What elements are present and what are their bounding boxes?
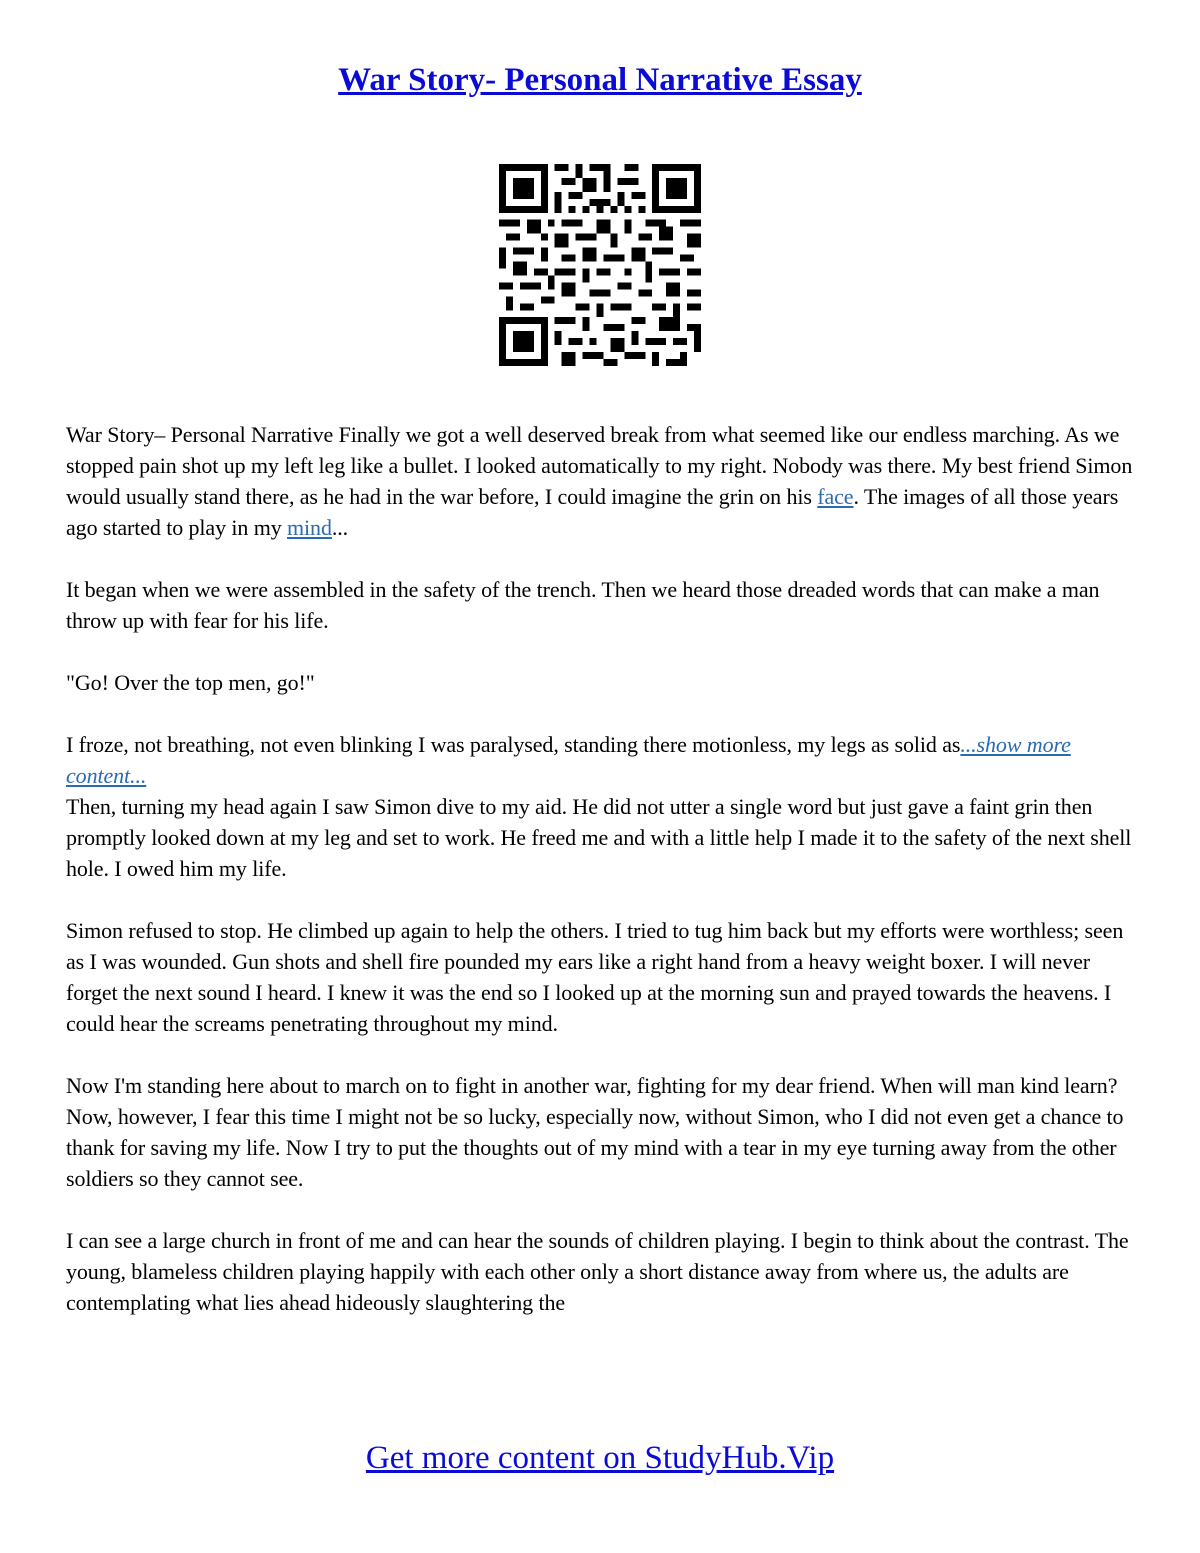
studyhub-link[interactable]: Get more content on StudyHub.Vip [365, 1440, 835, 1476]
paragraph-1-ellipsis: ... [331, 515, 349, 540]
paragraph-6: Simon refused to stop. He climbed up again to help the others. I tried to tug him back but my efforts were worthless; seen as I was wounded. Gun shots and shell fire pounded my ears like a right hand from a heavy weight boxer. I will never forget the next sound I heard. I knew it was the end so I looked up at the morning sun and prayed towards the heavens. I could hear the screams penetrating throughout my mind. [66, 918, 1124, 1036]
paragraph-1 [66, 419, 1146, 543]
essay-body [66, 419, 1146, 1349]
paragraph-4-text: I froze, not breathing, not even blinking I was paralysed, standing there motionless, my legs as solid as [66, 732, 961, 757]
keyword-link-mind[interactable]: mind [287, 515, 332, 540]
footer [0, 1440, 1200, 1477]
paragraph-2: It began when we were assembled in the safety of the trench. Then we heard those dreaded words that can make a man throw up with fear for his life. [66, 577, 1100, 633]
paragraph-5: Then, turning my head again I saw Simon dive to my aid. He did not utter a single word but just gave a faint grin then promptly looked down at my leg and set to work. He freed me and with a little help I made it to the safety of the next shell hole. I owed him my life. [66, 794, 1132, 881]
keyword-link-face[interactable]: face [817, 484, 854, 509]
paragraph-7: Now I'm standing here about to march on to fight in another war, fighting for my dear friend. When will man kind learn? Now, however, I fear this time I might not be so lucky, especially now, without Simon, who I did not even get a chance to thank for saving my life. Now I try to put the thoughts out of my mind with a tear in my eye turning away from the other soldiers so they cannot see. [66, 1073, 1124, 1191]
title-link[interactable]: War Story- Personal Narrative Essay [338, 62, 862, 98]
qr-code-icon [499, 164, 701, 366]
paragraph-4 [66, 729, 1146, 791]
paragraph-1-text-a: War Story– Personal Narrative Finally we got a well deserved break from what seemed like our endless marching. As we stopped pain shot up my left leg like a bullet. I looked automatically to my right. Nobody was there. My best friend Simon would usually stand there, as he had in the war before, I could imagine the grin on his [66, 422, 1133, 509]
paragraph-1-text-b: . The images of all those years ago started to play in my [66, 484, 1119, 540]
document-title [0, 62, 1200, 99]
paragraph-3: "Go! Over the top men, go!" [66, 670, 315, 695]
paragraph-8: I can see a large church in front of me and can hear the sounds of children playing. I begin to think about the contrast. The young, blameless children playing happily with each other only a short distance away from where us, the adults are contemplating what lies ahead hideously slaughtering the [66, 1228, 1129, 1315]
show-more-link[interactable]: ...show more content... [66, 732, 1071, 788]
